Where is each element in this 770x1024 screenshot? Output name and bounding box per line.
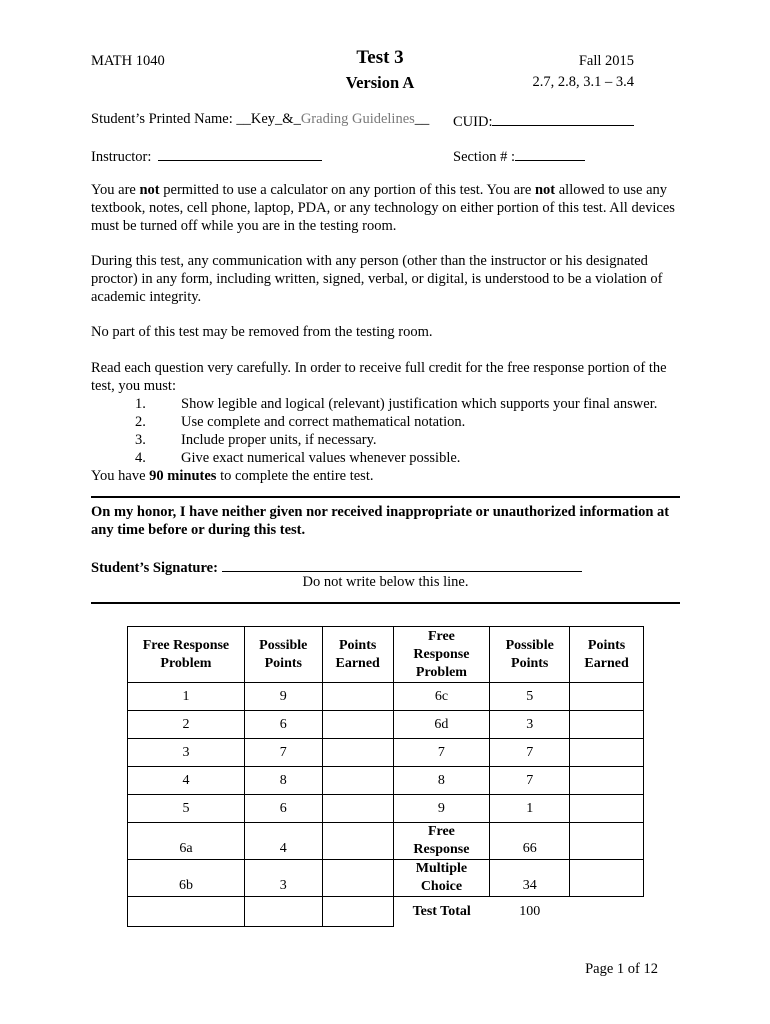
- points-earned-cell[interactable]: [570, 739, 644, 767]
- sections-covered: 2.7, 2.8, 3.1 – 3.4: [532, 74, 634, 90]
- section-blank[interactable]: [515, 146, 585, 161]
- header-problem: Free Response Problem: [128, 627, 245, 683]
- points-earned-cell[interactable]: [570, 795, 644, 823]
- honor-statement: On my honor, I have neither given nor received inappropriate or unauthorized information at any time before or during this test.: [91, 504, 670, 538]
- time-limit: You have 90 minutes to complete the entire test.: [91, 468, 374, 484]
- points-earned-cell[interactable]: [570, 767, 644, 795]
- student-name-prefix: __Key_&_: [236, 111, 301, 127]
- room-policy: No part of this test may be removed from the testing room.: [91, 324, 433, 340]
- points-earned-cell[interactable]: [570, 823, 644, 860]
- divider: [91, 496, 680, 498]
- section-label: Section # :: [453, 149, 516, 165]
- test-total-label: Test Total: [412, 903, 471, 919]
- student-name-suffix: __: [414, 111, 430, 127]
- cuid-blank[interactable]: [492, 111, 634, 126]
- points-earned-cell[interactable]: [322, 823, 393, 860]
- calculator-policy: You are not permitted to use a calculator on any portion of this test. You are not allowed to use any textbook, notes, cell phone, laptop, PDA, or any technology on either portion of this test. All devices must be turned off while you are in the testing room.: [91, 182, 675, 234]
- instructions-intro: Read each question very carefully. In order to receive full credit for the free response portion of the test, you must:: [91, 360, 667, 394]
- divider: [91, 602, 680, 604]
- table-row: 1 9 6c 5: [128, 683, 644, 711]
- points-earned-cell[interactable]: [322, 711, 393, 739]
- points-earned-cell[interactable]: [570, 860, 644, 897]
- table-row: 2 6 6d 3: [128, 711, 644, 739]
- table-total-row: [128, 897, 644, 927]
- header-earned-2: Points Earned: [570, 627, 644, 683]
- points-earned-cell[interactable]: [322, 795, 393, 823]
- student-name-value: Grading Guidelines: [300, 111, 415, 127]
- page-number: Page 1 of 12: [585, 961, 658, 977]
- integrity-policy: During this test, any communication with any person (other than the instructor or his designated proctor) in any form, including written, signed, verbal, or digital, is understood to be a violation of academic integrity.: [91, 253, 663, 305]
- header-possible: Possible Points: [244, 627, 322, 683]
- signature-label: Student’s Signature:: [91, 560, 218, 576]
- header-problem-2: Free Response Problem: [393, 627, 490, 683]
- list-item: 2. Use complete and correct mathematical notation.: [135, 414, 466, 430]
- list-item: 4. Give exact numerical values whenever possible.: [135, 450, 461, 466]
- points-earned-cell[interactable]: [322, 860, 393, 897]
- do-not-write-notice: Do not write below this line.: [302, 574, 469, 590]
- test-title: Test 3: [356, 47, 404, 68]
- instructor-label: Instructor:: [91, 149, 152, 165]
- table-row: 6a 4 Free Response 66: [128, 823, 644, 860]
- instructor-blank[interactable]: [158, 146, 322, 161]
- course-code: MATH 1040: [91, 53, 165, 69]
- table-header-row: [128, 627, 644, 683]
- points-earned-cell[interactable]: [322, 767, 393, 795]
- term: Fall 2015: [578, 53, 634, 69]
- points-earned-cell[interactable]: [322, 739, 393, 767]
- section-field: [453, 146, 585, 166]
- points-earned-cell[interactable]: [570, 711, 644, 739]
- student-name-field: [91, 111, 429, 128]
- grade-table: [127, 626, 644, 927]
- header-possible-2: Possible Points: [490, 627, 570, 683]
- points-earned-cell[interactable]: [322, 683, 393, 711]
- cuid-label: CUID:: [453, 114, 493, 130]
- table-row: 5 6 9 1: [128, 795, 644, 823]
- table-row: 6b 3 Multiple Choice 34: [128, 860, 644, 897]
- test-version: Version A: [345, 73, 415, 92]
- instructions-list: [91, 395, 691, 467]
- list-item: 3. Include proper units, if necessary.: [135, 432, 377, 448]
- table-row: 3 7 7 7: [128, 739, 644, 767]
- list-item: 1. Show legible and logical (relevant) justification which supports your final answer.: [135, 396, 658, 412]
- points-earned-cell[interactable]: [570, 683, 644, 711]
- signature-blank[interactable]: [222, 557, 582, 572]
- student-name-label: Student’s Printed Name:: [91, 111, 233, 127]
- instructor-field: [91, 146, 322, 166]
- header-earned: Points Earned: [322, 627, 393, 683]
- cuid-field: [453, 111, 634, 131]
- table-row: 4 8 8 7: [128, 767, 644, 795]
- test-total-value: 100: [519, 903, 541, 919]
